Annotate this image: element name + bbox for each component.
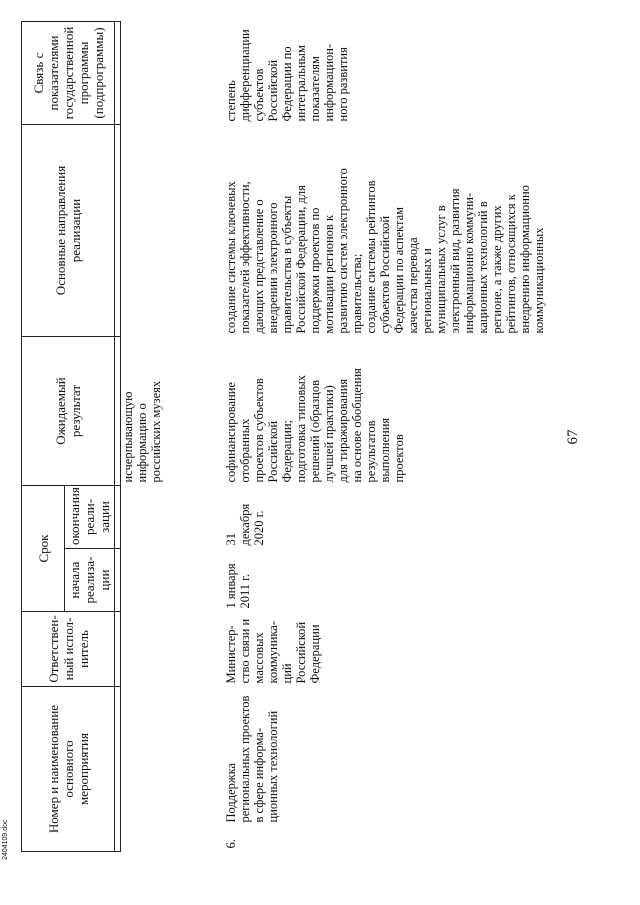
header-directions: Основные направления реализации xyxy=(22,125,115,337)
header-term: Срок xyxy=(22,486,65,612)
expected-result: софинансирование отобранных проектов субъектов Российской Федерации; подготовка типовых решений (образцов лучшей практики) для тиражирования на основе обобщения результатов выполнения проектов xyxy=(224,368,406,483)
indicators-link: степень дифференциации субъектов Российской Федерации по интегральным показателям информацион- ного развития xyxy=(224,29,350,122)
end-date: 31 декабря 2020 г. xyxy=(224,503,266,546)
table-row-continuation xyxy=(121,22,220,852)
header-executor: Ответствен- ный испол- нитель xyxy=(22,612,115,687)
page-number: 67 xyxy=(565,429,581,445)
header-expected-result: Ожидаемый результат xyxy=(22,337,115,486)
executor: Министер- ство связи и массовых коммуника- ций Российской Федерации xyxy=(224,618,322,684)
table-row xyxy=(219,22,579,852)
header-indicators-link: Связь с показателями государственной программы (подпрограммы) xyxy=(22,22,115,125)
header-term-end: окончания реали- зации xyxy=(65,486,115,549)
activity-name: Поддержка региональных проектов в сфере информа- ционных технологий xyxy=(224,695,280,823)
document-page xyxy=(20,22,620,852)
row-number: 6. xyxy=(224,839,238,849)
footer-file-code: 2404109.doc xyxy=(2,819,9,860)
header-term-start: начала реализа- ции xyxy=(65,549,115,612)
header-activity: Номер и наименование основного мероприятия xyxy=(22,687,115,852)
implementation-directions: создание системы ключевых показателей эффективности, дающих представление о внедрении электронного правительства в субъекты Российской Федерации, для поддержки проектов по мотивации регионов к развитию систем электронного правительства; создание системы рейтингов субъектов Российской Федерации по аспектам качества перевода региональных и муниципальных услуг в электронный вид, развития информационно коммуни- кационных технологий в регионе, а также других рейтингов, относящихся к внедрению информационно коммуникационных xyxy=(224,168,546,334)
start-date: 1 января 2011 г. xyxy=(224,563,252,609)
continuation-result: исчерпывающую информацию о российских музеях xyxy=(121,380,163,483)
activities-table xyxy=(21,21,579,852)
